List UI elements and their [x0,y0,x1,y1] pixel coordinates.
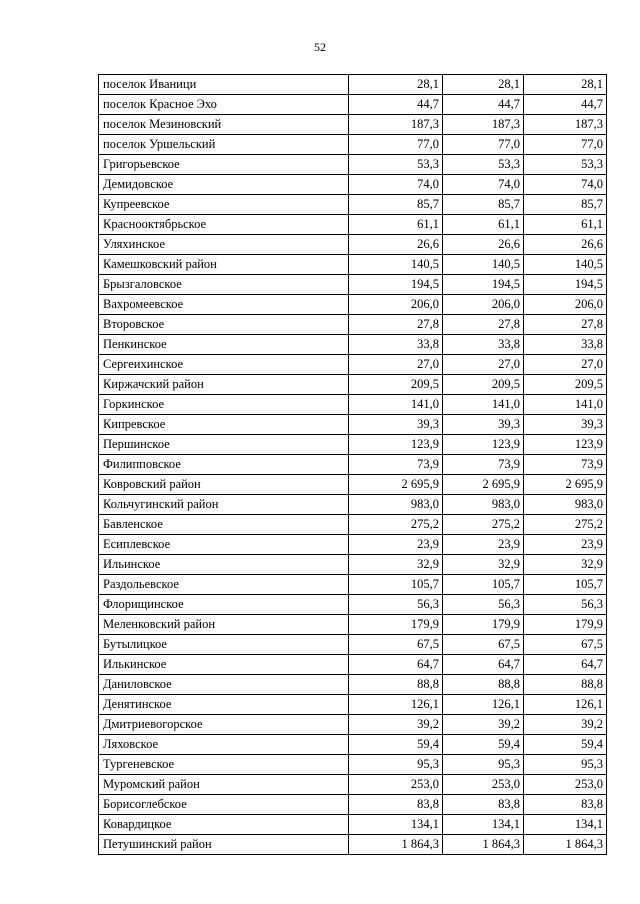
row-value-cell-v3: 56,3 [524,595,607,615]
row-value-cell-v2: 26,6 [443,235,524,255]
row-value-cell-v3: 141,0 [524,395,607,415]
row-value-cell-v2: 23,9 [443,535,524,555]
row-value-cell-v2: 105,7 [443,575,524,595]
table-row [99,595,607,615]
row-value-cell-v2: 85,7 [443,195,524,215]
row-value-cell-v3: 194,5 [524,275,607,295]
row-value-cell-v3: 39,2 [524,715,607,735]
row-value-cell-v2: 59,4 [443,735,524,755]
row-value-cell-v2: 32,9 [443,555,524,575]
row-value-cell-v1: 194,5 [349,275,443,295]
row-value-cell-v2: 275,2 [443,515,524,535]
row-name-cell: Даниловское [99,675,349,695]
row-value-cell-v1: 2 695,9 [349,475,443,495]
row-value-cell-v2: 209,5 [443,375,524,395]
row-value-cell-v1: 74,0 [349,175,443,195]
row-value-cell-v3: 64,7 [524,655,607,675]
row-value-cell-v3: 275,2 [524,515,607,535]
row-name-cell: Кольчугинский район [99,495,349,515]
row-value-cell-v1: 32,9 [349,555,443,575]
row-value-cell-v1: 39,3 [349,415,443,435]
row-value-cell-v3: 27,8 [524,315,607,335]
row-name-cell: Григорьевское [99,155,349,175]
table-row [99,115,607,135]
table-row [99,355,607,375]
row-value-cell-v2: 64,7 [443,655,524,675]
row-name-cell: Ляховское [99,735,349,755]
row-value-cell-v1: 105,7 [349,575,443,595]
table-row [99,535,607,555]
table-row [99,195,607,215]
row-value-cell-v1: 253,0 [349,775,443,795]
row-value-cell-v1: 53,3 [349,155,443,175]
table-row [99,775,607,795]
row-name-cell: Ковардицкое [99,815,349,835]
row-value-cell-v3: 187,3 [524,115,607,135]
row-value-cell-v3: 134,1 [524,815,607,835]
row-value-cell-v2: 28,1 [443,75,524,95]
row-value-cell-v1: 59,4 [349,735,443,755]
row-name-cell: Второвское [99,315,349,335]
table-row [99,275,607,295]
row-value-cell-v1: 64,7 [349,655,443,675]
row-value-cell-v2: 83,8 [443,795,524,815]
row-value-cell-v2: 123,9 [443,435,524,455]
row-value-cell-v1: 275,2 [349,515,443,535]
table-row [99,575,607,595]
row-value-cell-v2: 88,8 [443,675,524,695]
row-name-cell: Вахромеевское [99,295,349,315]
row-value-cell-v2: 983,0 [443,495,524,515]
row-name-cell: поселок Мезиновский [99,115,349,135]
table-row [99,715,607,735]
row-value-cell-v3: 59,4 [524,735,607,755]
table-row [99,215,607,235]
row-value-cell-v1: 1 864,3 [349,835,443,855]
row-value-cell-v1: 27,0 [349,355,443,375]
row-value-cell-v3: 983,0 [524,495,607,515]
row-value-cell-v3: 1 864,3 [524,835,607,855]
row-value-cell-v3: 74,0 [524,175,607,195]
row-value-cell-v2: 74,0 [443,175,524,195]
row-value-cell-v3: 140,5 [524,255,607,275]
row-value-cell-v1: 209,5 [349,375,443,395]
row-name-cell: Демидовское [99,175,349,195]
table-row [99,335,607,355]
table-row [99,415,607,435]
row-name-cell: поселок Иваници [99,75,349,95]
row-value-cell-v1: 141,0 [349,395,443,415]
row-value-cell-v2: 27,0 [443,355,524,375]
row-value-cell-v1: 134,1 [349,815,443,835]
row-value-cell-v3: 179,9 [524,615,607,635]
table-row [99,295,607,315]
row-value-cell-v3: 123,9 [524,435,607,455]
row-name-cell: поселок Уршельский [99,135,349,155]
table-row [99,155,607,175]
data-table [98,74,607,855]
table-row [99,635,607,655]
row-value-cell-v1: 85,7 [349,195,443,215]
table-row [99,255,607,275]
row-value-cell-v3: 44,7 [524,95,607,115]
row-value-cell-v1: 39,2 [349,715,443,735]
row-value-cell-v1: 73,9 [349,455,443,475]
row-name-cell: Ильинское [99,555,349,575]
row-value-cell-v2: 56,3 [443,595,524,615]
table-row [99,95,607,115]
row-value-cell-v1: 61,1 [349,215,443,235]
row-value-cell-v2: 61,1 [443,215,524,235]
table-row [99,495,607,515]
row-value-cell-v3: 85,7 [524,195,607,215]
row-value-cell-v1: 126,1 [349,695,443,715]
row-value-cell-v1: 33,8 [349,335,443,355]
row-name-cell: Камешковский район [99,255,349,275]
row-value-cell-v3: 61,1 [524,215,607,235]
row-name-cell: Киржачский район [99,375,349,395]
table-row [99,735,607,755]
row-name-cell: Сергеихинское [99,355,349,375]
row-value-cell-v3: 23,9 [524,535,607,555]
table-row [99,475,607,495]
row-name-cell: Раздольевское [99,575,349,595]
table-row [99,835,607,855]
row-value-cell-v2: 27,8 [443,315,524,335]
row-name-cell: Уляхинское [99,235,349,255]
row-value-cell-v2: 67,5 [443,635,524,655]
row-value-cell-v2: 187,3 [443,115,524,135]
row-name-cell: Брызгаловское [99,275,349,295]
row-value-cell-v2: 53,3 [443,155,524,175]
row-value-cell-v1: 77,0 [349,135,443,155]
row-value-cell-v1: 95,3 [349,755,443,775]
row-name-cell: Кипревское [99,415,349,435]
row-value-cell-v3: 27,0 [524,355,607,375]
row-value-cell-v3: 53,3 [524,155,607,175]
row-value-cell-v3: 32,9 [524,555,607,575]
row-value-cell-v3: 39,3 [524,415,607,435]
row-name-cell: Першинское [99,435,349,455]
table-row [99,75,607,95]
row-name-cell: Филипповское [99,455,349,475]
row-value-cell-v1: 56,3 [349,595,443,615]
row-name-cell: Муромский район [99,775,349,795]
row-value-cell-v1: 88,8 [349,675,443,695]
row-value-cell-v1: 187,3 [349,115,443,135]
table-row [99,515,607,535]
row-name-cell: Дмитриевогорское [99,715,349,735]
row-value-cell-v1: 206,0 [349,295,443,315]
row-value-cell-v3: 95,3 [524,755,607,775]
table-row [99,795,607,815]
row-name-cell: Тургеневское [99,755,349,775]
table-row [99,675,607,695]
table-row [99,395,607,415]
row-value-cell-v3: 206,0 [524,295,607,315]
row-value-cell-v2: 95,3 [443,755,524,775]
row-value-cell-v1: 179,9 [349,615,443,635]
row-name-cell: Денятинское [99,695,349,715]
row-name-cell: Петушинский район [99,835,349,855]
row-name-cell: Купреевское [99,195,349,215]
table-row [99,655,607,675]
table-row [99,435,607,455]
row-value-cell-v2: 206,0 [443,295,524,315]
row-name-cell: Меленковский район [99,615,349,635]
row-value-cell-v1: 83,8 [349,795,443,815]
table-row [99,615,607,635]
row-value-cell-v2: 194,5 [443,275,524,295]
row-value-cell-v2: 141,0 [443,395,524,415]
table-row [99,455,607,475]
row-value-cell-v3: 28,1 [524,75,607,95]
row-name-cell: Бутылицкое [99,635,349,655]
row-value-cell-v2: 140,5 [443,255,524,275]
row-value-cell-v1: 27,8 [349,315,443,335]
row-value-cell-v3: 105,7 [524,575,607,595]
table-body [99,75,607,855]
row-value-cell-v1: 983,0 [349,495,443,515]
table-row [99,235,607,255]
row-value-cell-v2: 73,9 [443,455,524,475]
row-value-cell-v2: 2 695,9 [443,475,524,495]
row-name-cell: Горкинское [99,395,349,415]
row-value-cell-v3: 2 695,9 [524,475,607,495]
row-value-cell-v2: 179,9 [443,615,524,635]
table-row [99,135,607,155]
row-value-cell-v3: 73,9 [524,455,607,475]
row-value-cell-v3: 67,5 [524,635,607,655]
row-name-cell: Борисоглебское [99,795,349,815]
table-row [99,555,607,575]
row-value-cell-v3: 88,8 [524,675,607,695]
row-value-cell-v2: 77,0 [443,135,524,155]
row-name-cell: Бавленское [99,515,349,535]
row-value-cell-v1: 44,7 [349,95,443,115]
row-value-cell-v2: 39,2 [443,715,524,735]
row-value-cell-v3: 26,6 [524,235,607,255]
row-value-cell-v3: 253,0 [524,775,607,795]
row-value-cell-v2: 39,3 [443,415,524,435]
row-name-cell: Илькинское [99,655,349,675]
row-value-cell-v2: 33,8 [443,335,524,355]
row-value-cell-v1: 140,5 [349,255,443,275]
row-value-cell-v1: 26,6 [349,235,443,255]
table-row [99,375,607,395]
row-value-cell-v1: 123,9 [349,435,443,455]
table-row [99,695,607,715]
row-value-cell-v3: 126,1 [524,695,607,715]
row-value-cell-v2: 134,1 [443,815,524,835]
row-value-cell-v3: 77,0 [524,135,607,155]
row-value-cell-v2: 253,0 [443,775,524,795]
row-value-cell-v3: 33,8 [524,335,607,355]
row-name-cell: Флорищинское [99,595,349,615]
table-row [99,755,607,775]
table-row [99,815,607,835]
row-value-cell-v3: 209,5 [524,375,607,395]
row-value-cell-v2: 44,7 [443,95,524,115]
row-value-cell-v2: 1 864,3 [443,835,524,855]
table-row [99,175,607,195]
row-name-cell: Пенкинское [99,335,349,355]
row-value-cell-v3: 83,8 [524,795,607,815]
row-name-cell: Есиплевское [99,535,349,555]
row-name-cell: поселок Красное Эхо [99,95,349,115]
row-value-cell-v1: 28,1 [349,75,443,95]
table-row [99,315,607,335]
row-value-cell-v2: 126,1 [443,695,524,715]
row-name-cell: Краснооктябрьское [99,215,349,235]
row-name-cell: Ковровский район [99,475,349,495]
page-number: 52 [314,40,326,54]
row-value-cell-v1: 67,5 [349,635,443,655]
row-value-cell-v1: 23,9 [349,535,443,555]
